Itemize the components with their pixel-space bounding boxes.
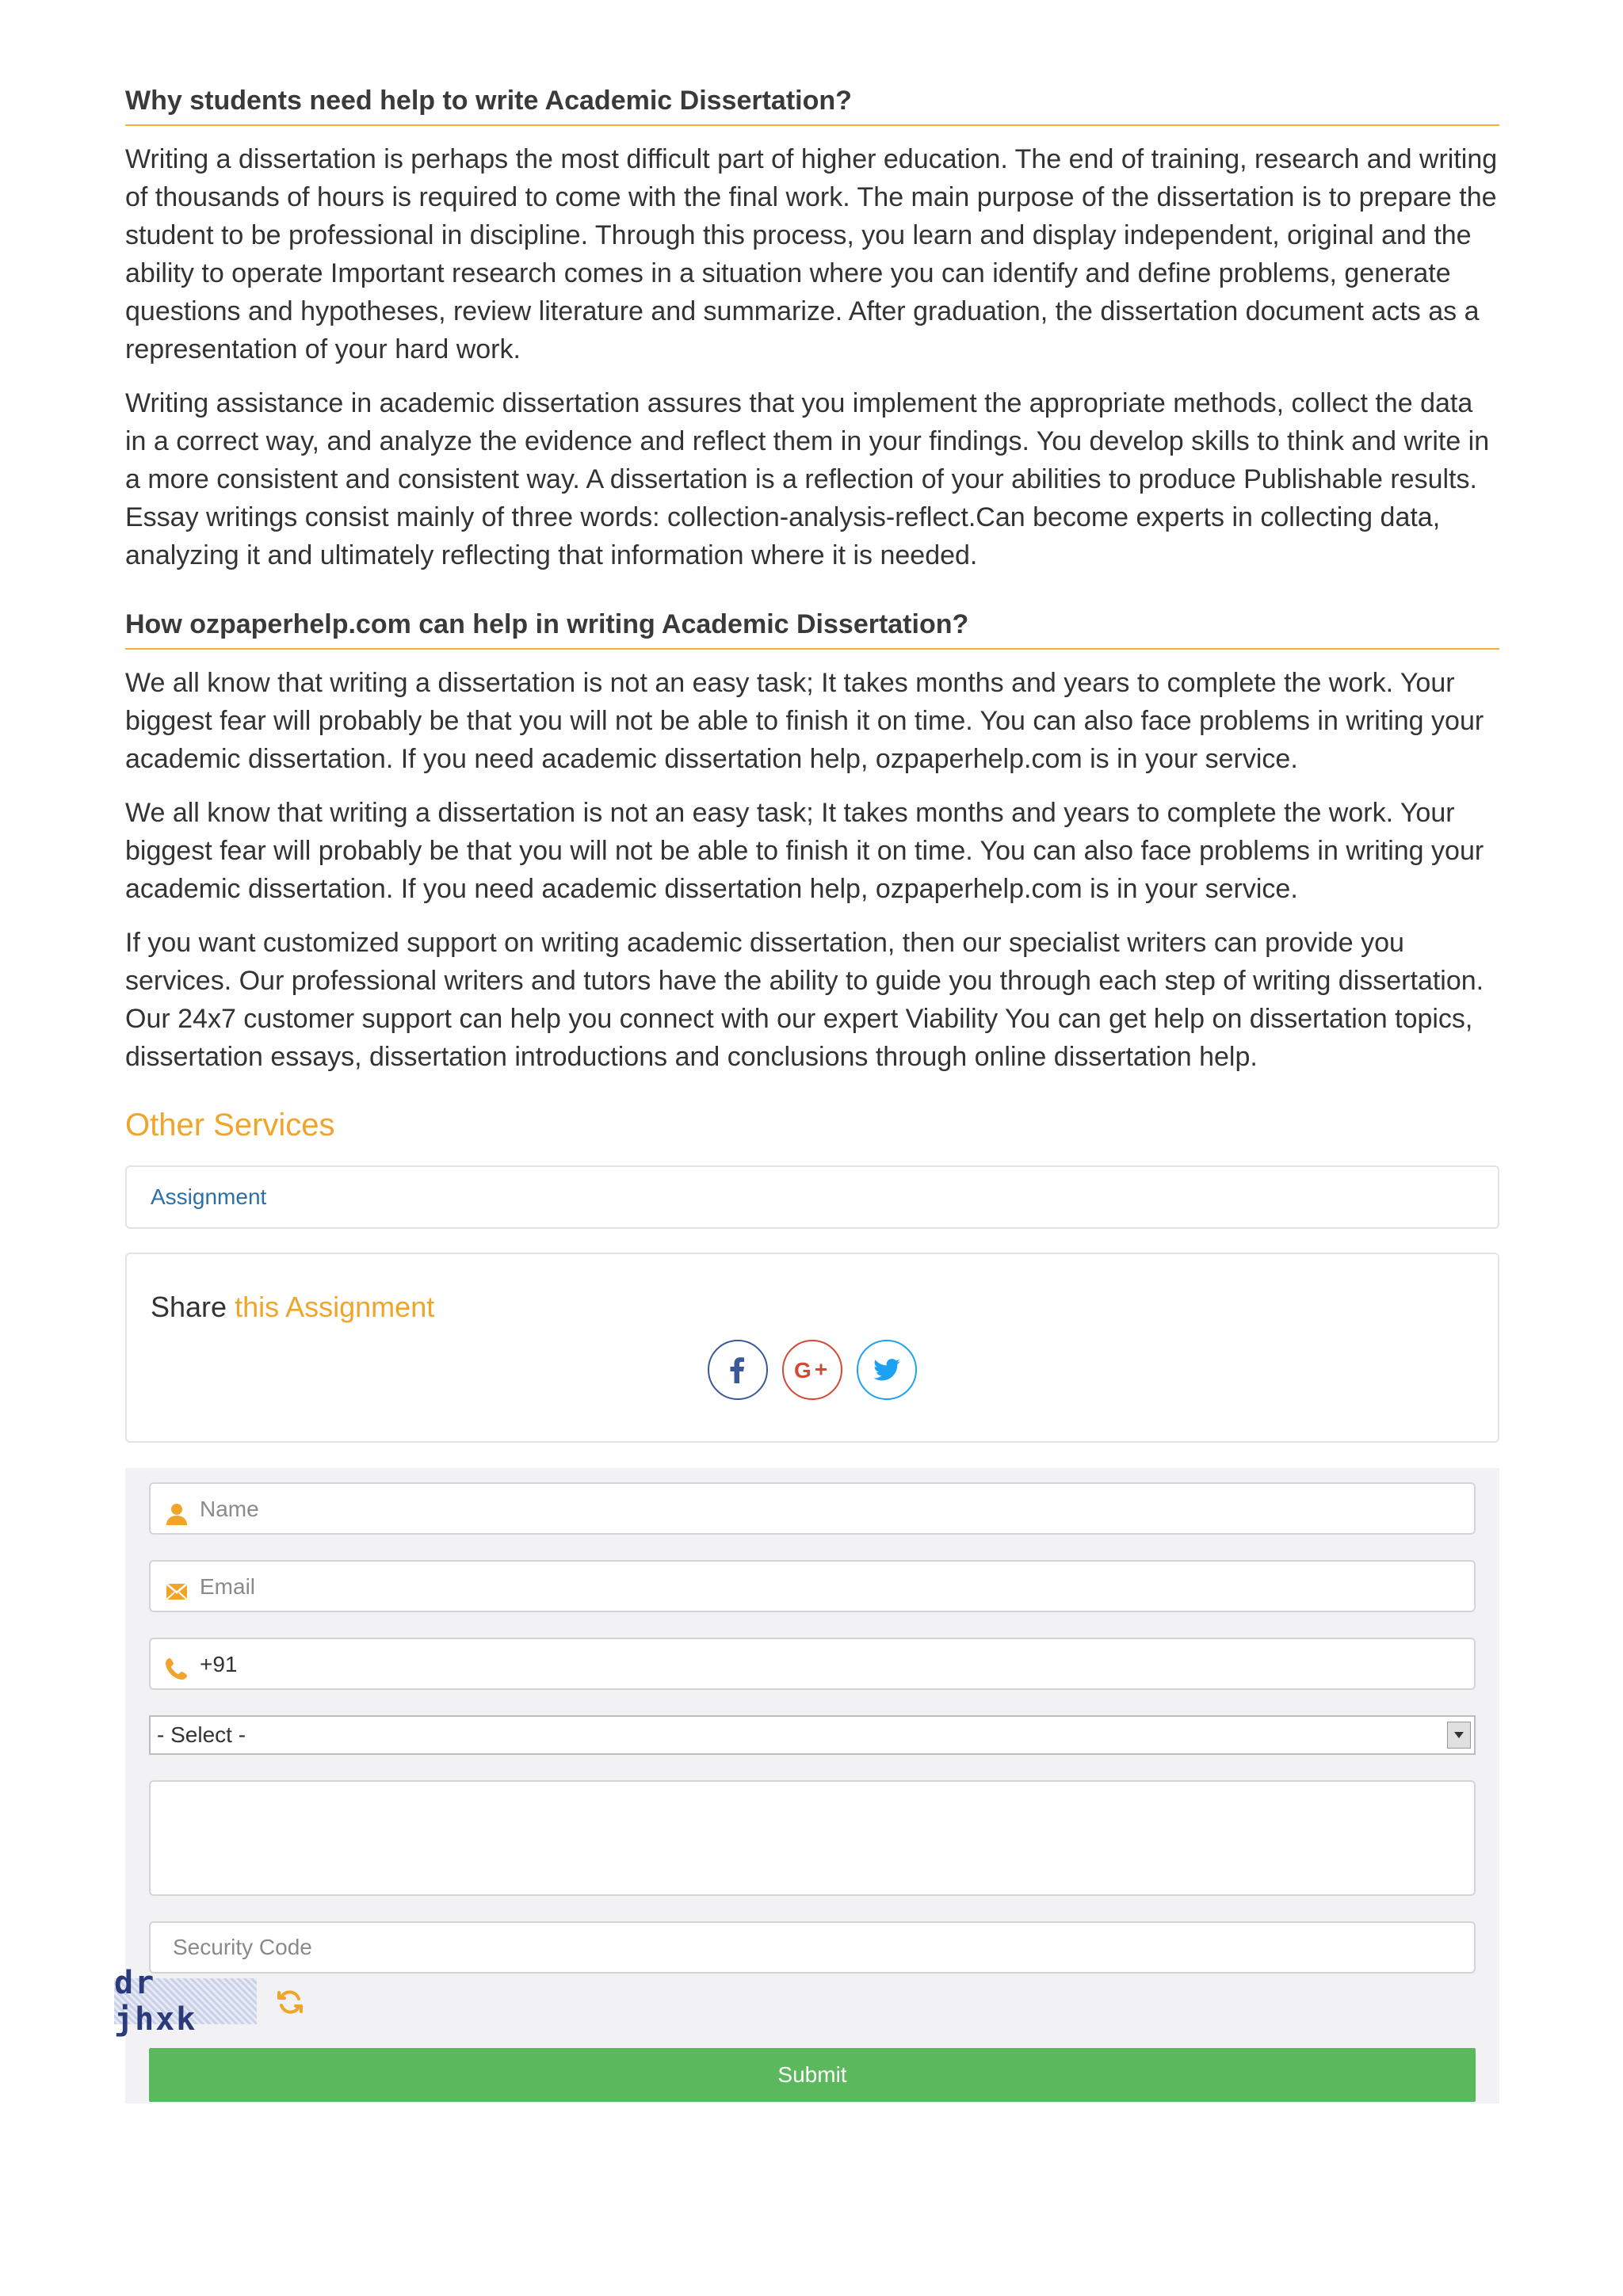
share-prefix: Share: [151, 1291, 227, 1323]
content-column: [114, 0, 1499, 2103]
email-input[interactable]: [198, 1562, 1466, 1612]
name-input[interactable]: [198, 1484, 1466, 1535]
share-accent: this Assignment: [235, 1291, 435, 1323]
service-select[interactable]: [149, 1715, 1476, 1755]
paragraph: We all know that writing a dissertation is not an easy task; It takes months and years to complete the work. Your biggest fear will probably be that you will not be able to finish it on time. You can also face problems in writing your academic dissertation. If you need academic dissertation help, ozpaperhelp.com is in your service.: [125, 798, 1484, 904]
section-title-how-help: How ozpaperhelp.com can help in writing Academic Dissertation?: [125, 609, 1499, 650]
facebook-icon: [726, 1356, 750, 1383]
captcha-text: dr jhxk: [114, 1965, 197, 2038]
captcha-image: [114, 1965, 257, 2038]
chevron-down-icon[interactable]: [1447, 1722, 1471, 1749]
contact-form: [114, 1468, 1499, 2103]
email-field: [149, 1560, 1476, 1612]
facebook-share-button[interactable]: [708, 1340, 768, 1400]
refresh-icon[interactable]: [276, 1988, 304, 2016]
google-plus-icon: [793, 1358, 831, 1382]
name-field: [149, 1482, 1476, 1535]
submit-button[interactable]: Submit: [149, 2048, 1476, 2102]
assignment-link[interactable]: Assignment: [151, 1184, 267, 1209]
phone-field: [149, 1638, 1476, 1690]
security-code-input[interactable]: [171, 1934, 1365, 1961]
twitter-icon: [873, 1359, 900, 1381]
user-icon: [165, 1501, 189, 1525]
other-services-box: [125, 1165, 1499, 1229]
envelope-icon: [165, 1579, 189, 1603]
phone-icon: [165, 1657, 189, 1680]
social-buttons: [127, 1340, 1498, 1400]
google-plus-share-button[interactable]: [782, 1340, 842, 1400]
share-box: [125, 1253, 1499, 1443]
paragraph: We all know that writing a dissertation is not an easy task; It takes months and years to complete the work. Your biggest fear will probably be that you will not be able to finish it on time. You can also face problems in writing your academic dissertation. If you need academic dissertation help, ozpaperhelp.com is in your service.: [125, 668, 1484, 774]
paragraph: If you want customized support on writing academic dissertation, then our specialist writers can provide you services. Our professional writers and tutors have the ability to guide you through each step of writing dissertation. Our 24x7 customer support can help you connect with our expert Viability You can get help on dissertation topics, dissertation essays, dissertation introductions and conclusions through online dissertation help.: [125, 928, 1484, 1072]
other-services-heading: Other Services: [125, 1108, 335, 1142]
security-code-field: [149, 1921, 1476, 1974]
paragraph: Writing assistance in academic dissertation assures that you implement the appropriate methods, collect the data in a correct way, and analyze the evidence and reflect them in your findings. You develop skills to think and write in a more consistent and consistent way. A dissertation is a reflection of your abilities to produce Publishable results. Essay writings consist mainly of three words: collection-analysis-reflect.Can become experts in collecting data, analyzing it and ultimately reflecting that information where it is needed.: [125, 388, 1490, 570]
section-title-why-help: Why students need help to write Academic Dissertation?: [125, 86, 1499, 126]
twitter-share-button[interactable]: [857, 1340, 917, 1400]
paragraph: Writing a dissertation is perhaps the most difficult part of higher education. The end of training, research and writing of thousands of hours is required to come with the final work. The main purpose of the dissertation is to prepare the student to be professional in discipline. Through this process, you learn and display independent, original and the ability to operate Important research comes in a situation where you can identify and define problems, generate questions and hypotheses, review literature and summarize. After graduation, the dissertation document acts as a representation of your hard work.: [125, 144, 1498, 364]
phone-input[interactable]: [198, 1639, 1466, 1690]
svg-text:G: G: [794, 1358, 812, 1382]
select-value: - Select -: [157, 1722, 246, 1747]
message-textarea[interactable]: [149, 1780, 1476, 1896]
captcha-row: [114, 1965, 1476, 2048]
share-title: [151, 1291, 434, 1324]
